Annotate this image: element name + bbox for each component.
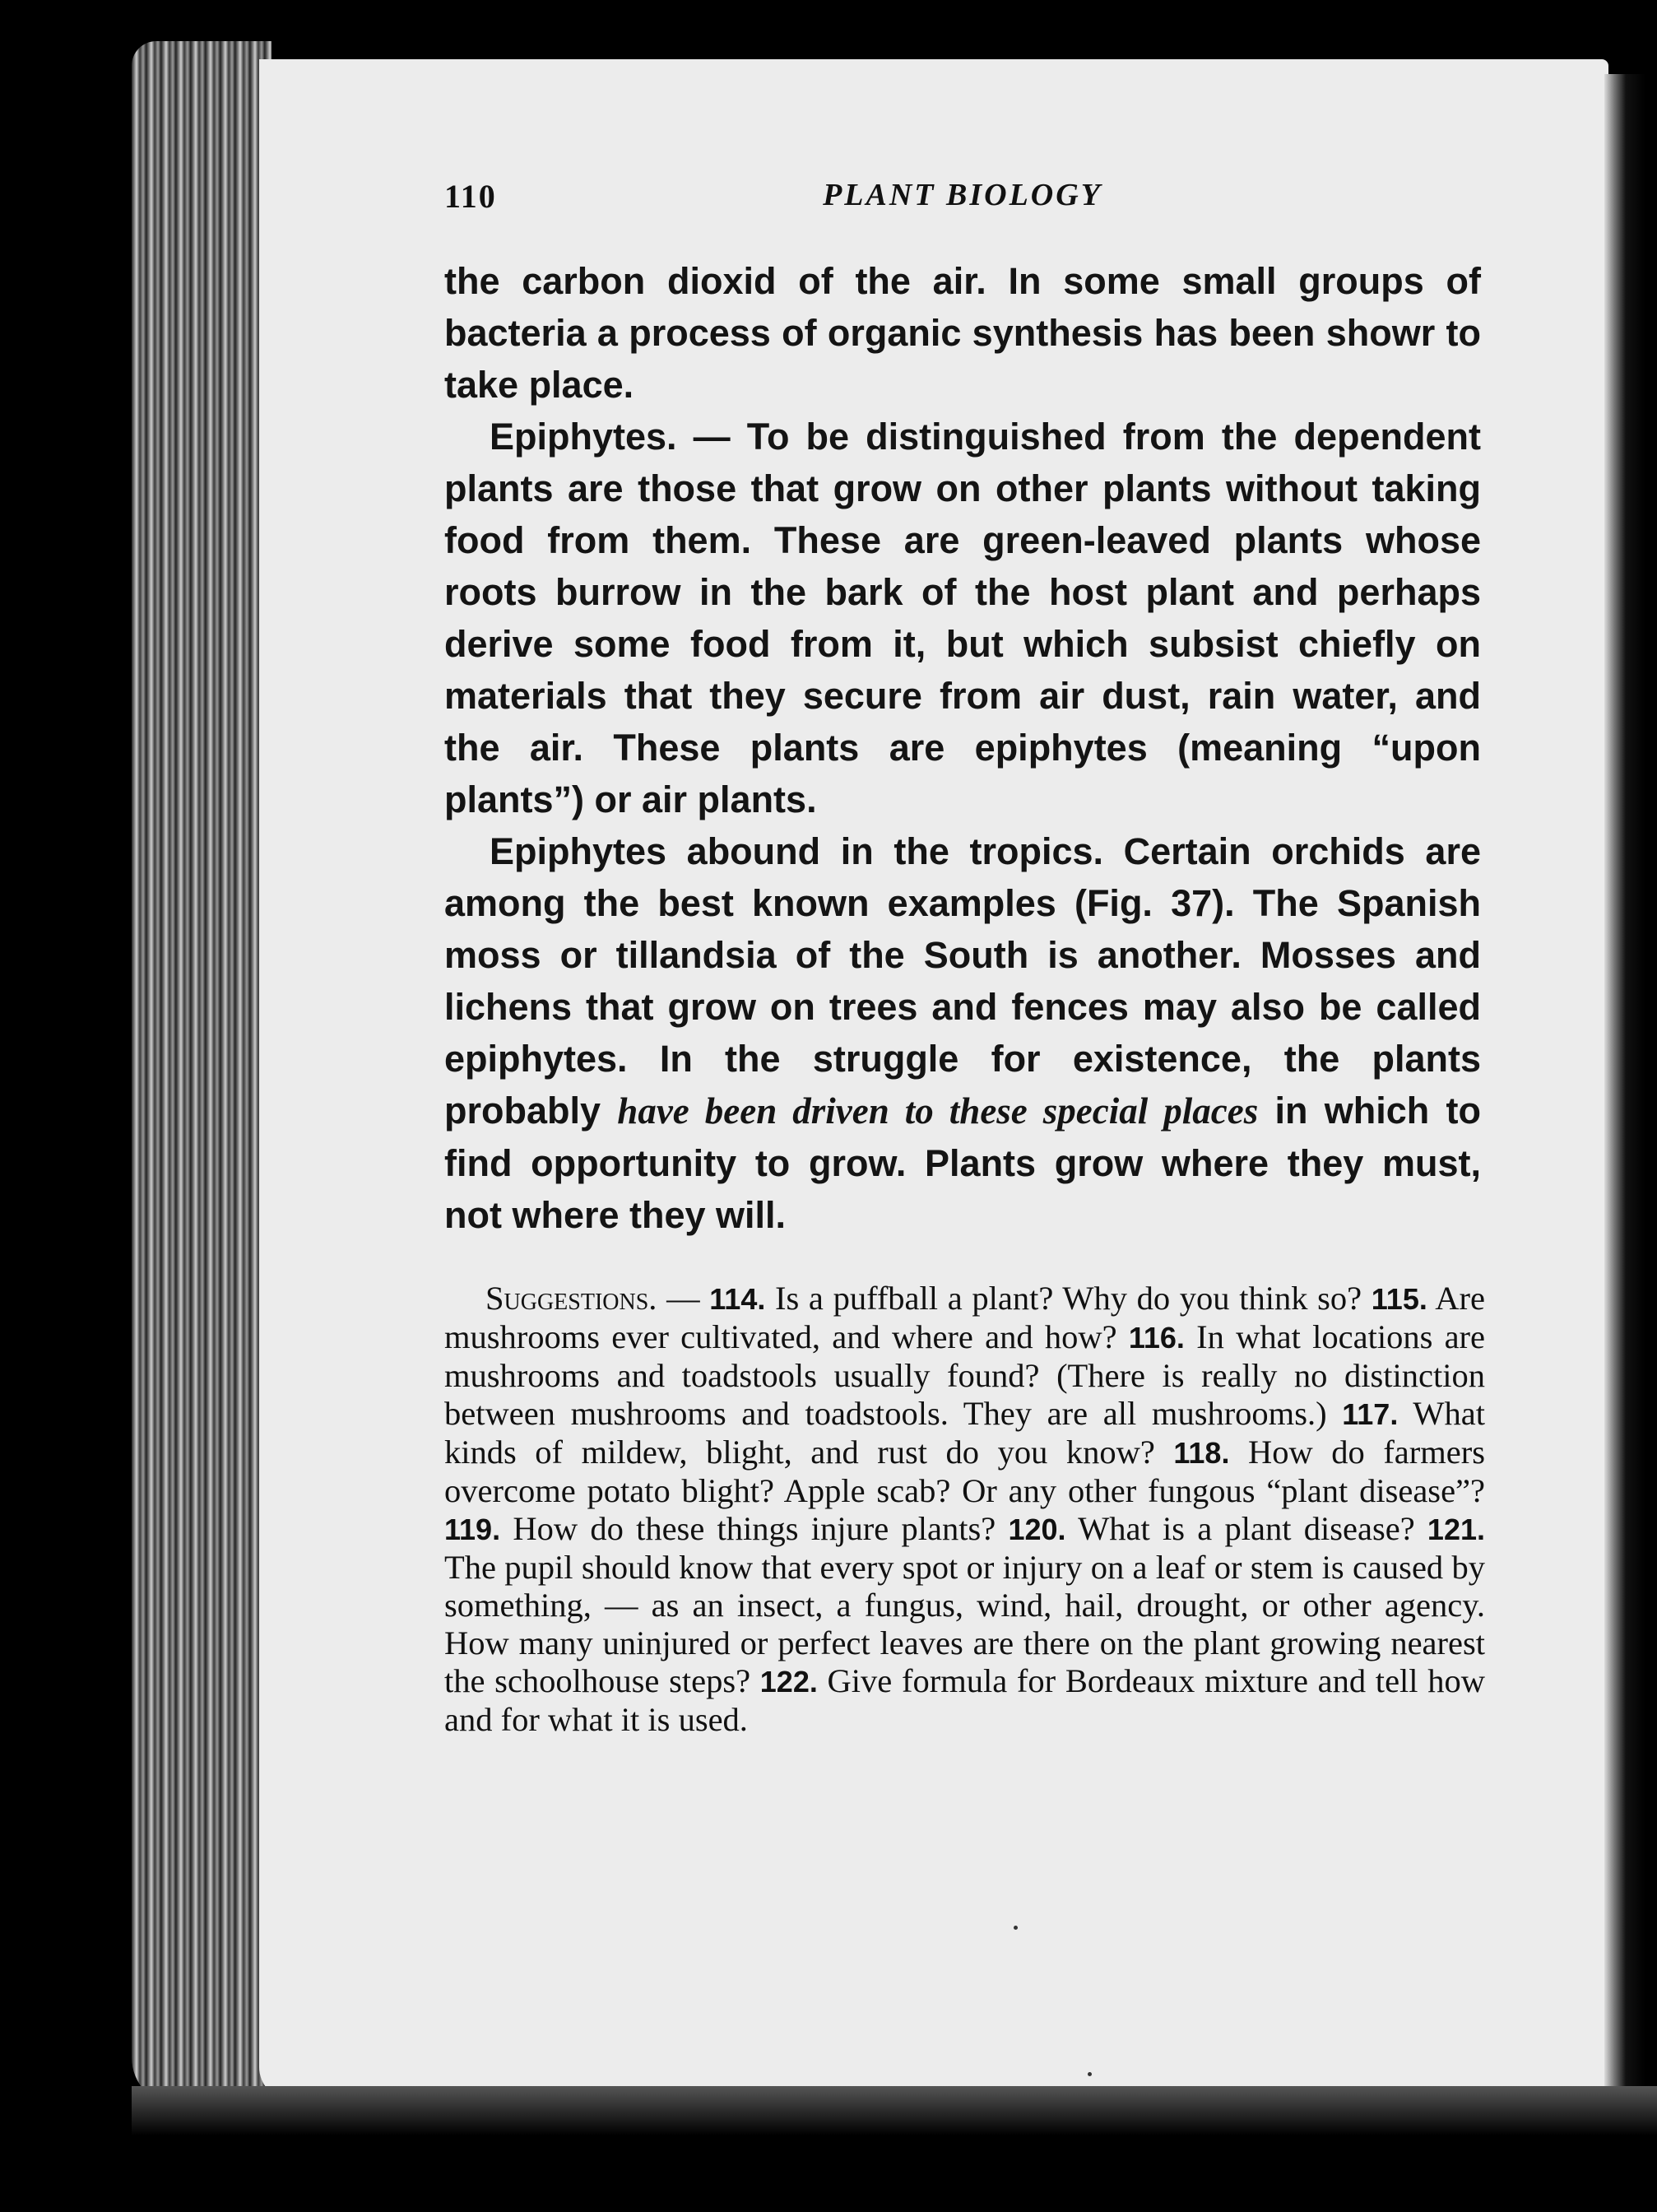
question-number: 115. — [1371, 1282, 1427, 1316]
term-epiphytes: epiphytes — [974, 727, 1148, 769]
question-number: 121. — [1427, 1513, 1485, 1546]
question-text: Are mushrooms ever cultivated, and where and how? — [444, 1280, 1485, 1355]
question-text: How do these things injure plants? — [500, 1510, 1009, 1547]
question-number: 114. — [709, 1282, 766, 1316]
page-header — [444, 177, 1481, 235]
body-text — [444, 255, 1481, 1241]
paragraph-3-text-a: Epiphytes abound in the tropics. Certain orchids are among the best known examples (Fig. 37). The Spanish moss or tillandsia of the South is another. Mosses and lichens that grow on trees and fences may also be called epiphytes. In the struggle for existence, the plants probably — [444, 830, 1481, 1132]
section-heading-epiphytes: Epiphytes. — [490, 416, 677, 458]
book-right-edge — [1604, 74, 1645, 2131]
paragraph-3 — [444, 825, 1481, 1241]
paragraph-3-text-b: in which to find opportunity to grow. Plants grow where they must, not where they will. — [444, 1090, 1481, 1236]
question-number: 118. — [1173, 1436, 1230, 1470]
suggestions-section — [444, 1280, 1485, 1739]
paragraph-1-text: the carbon dioxid of the air. In some small groups of bacteria a process of organic synthesis has been showr to take place. — [444, 260, 1481, 406]
question-text: How do farmers overcome potato blight? Apple scab? Or any other fungous “plant disease”? — [444, 1434, 1485, 1509]
paragraph-1 — [444, 255, 1481, 411]
question-text: In what locations are mushrooms and toadstools usually found? (There is really no distinction between mushrooms and toadstools. They are all mushrooms.) — [444, 1318, 1486, 1432]
print-speck — [1014, 1926, 1018, 1930]
paragraph-2-text-a: To be distinguished from the dependent plants are those that grow on other plants without taking food from them. These are green-leaved plants whose roots burrow in the bark of the host plant and perhaps derive some food from it, but which subsist chiefly on materials that they secure from air dust, rain water, and the air. These plants are — [444, 416, 1481, 769]
book-bottom-shadow — [132, 2086, 1657, 2135]
question-number: 116. — [1128, 1321, 1185, 1355]
page-number: 110 — [444, 178, 497, 215]
question-text: Is a puffball a plant? Why do you think so? — [765, 1280, 1372, 1317]
paragraph-epiphytes — [444, 411, 1481, 825]
question-number: 122. — [759, 1665, 818, 1698]
emphasized-phrase: have been driven to these special places — [617, 1090, 1259, 1132]
paragraph-2-text-b: (meaning “upon plants”) or air plants. — [444, 727, 1481, 820]
question-number: 117. — [1342, 1397, 1399, 1431]
question-number: 120. — [1008, 1513, 1066, 1546]
book-page-edges — [132, 41, 272, 2107]
suggestions-dash: — — [657, 1280, 710, 1317]
suggestions-label: Suggestions. — [485, 1280, 657, 1317]
question-text: What kinds of mildew, blight, and rust do you know? — [444, 1395, 1485, 1471]
print-speck — [1088, 2072, 1092, 2076]
question-text: Give formula for Bordeaux mixture and tell how and for what it is used. — [444, 1662, 1485, 1738]
question-text: What is a plant disease? — [1065, 1510, 1427, 1547]
question-text: The pupil should know that every spot or injury on a leaf or stem is caused by something, — as an insect, a fungus, wind, hail, drought, or other agency. How many uninjured or perfect leaves are there on the plant growing nearest the schoolhouse steps? — [444, 1549, 1485, 1699]
suggestions-paragraph — [444, 1280, 1485, 1739]
question-number: 119. — [444, 1513, 501, 1546]
heading-dash: — — [676, 416, 747, 458]
running-title: PLANT BIOLOGY — [823, 178, 1102, 212]
